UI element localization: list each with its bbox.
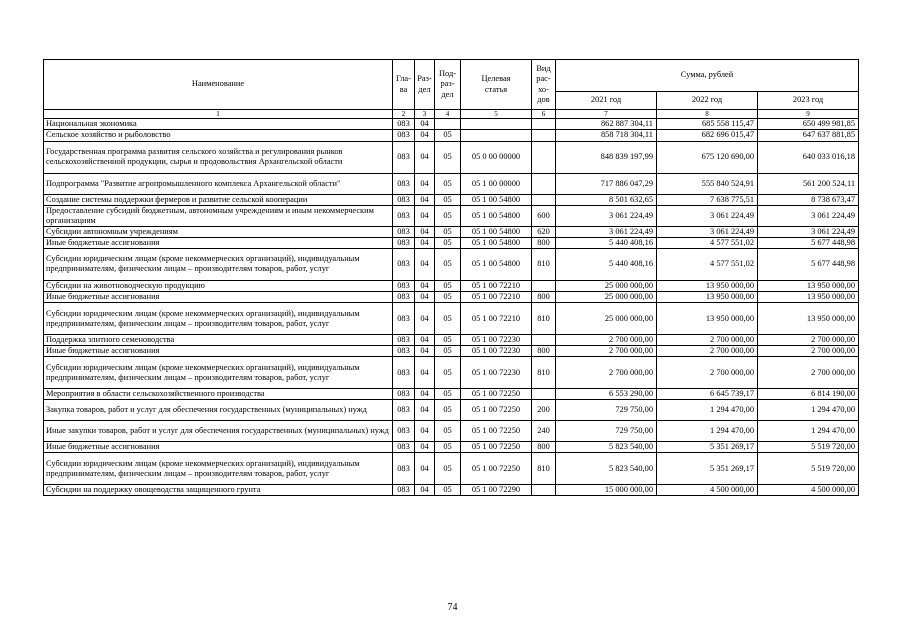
budget-sheet [43, 59, 858, 496]
col-number: 5 [461, 110, 532, 119]
row-podrazdel: 05 [435, 421, 461, 442]
row-sum-2021: 8 501 632,65 [556, 194, 657, 205]
row-name: Субсидии юридическим лицам (кроме некоммерческих организаций), индивидуальным предпринимателям, физическим лицам – производителям товаров, работ, услуг [44, 453, 393, 485]
row-sum-2021: 2 700 000,00 [556, 357, 657, 389]
row-vid-rashodov: 620 [532, 226, 556, 237]
row-sum-2023: 6 814 190,00 [758, 389, 859, 400]
row-sum-2022: 2 700 000,00 [657, 335, 758, 346]
row-razdel: 04 [415, 194, 435, 205]
row-celevaya-statya: 05 1 00 54800 [461, 205, 532, 226]
row-podrazdel: 05 [435, 485, 461, 496]
row-sum-2023: 2 700 000,00 [758, 346, 859, 357]
row-vid-rashodov [532, 485, 556, 496]
row-celevaya-statya: 05 1 00 72250 [461, 453, 532, 485]
row-name: Поддержка элитного семеноводства [44, 335, 393, 346]
row-name: Сельское хозяйство и рыболовство [44, 130, 393, 141]
row-glava: 083 [393, 400, 415, 421]
row-razdel: 04 [415, 389, 435, 400]
row-razdel: 04 [415, 141, 435, 173]
row-sum-2023: 2 700 000,00 [758, 335, 859, 346]
row-celevaya-statya: 05 0 00 00000 [461, 141, 532, 173]
budget-table [43, 59, 859, 496]
row-sum-2023: 5 519 720,00 [758, 453, 859, 485]
col-number: 7 [556, 110, 657, 119]
row-razdel: 04 [415, 442, 435, 453]
row-name: Иные бюджетные ассигнования [44, 292, 393, 303]
row-podrazdel: 05 [435, 205, 461, 226]
row-sum-2022: 1 294 470,00 [657, 400, 758, 421]
row-vid-rashodov: 810 [532, 357, 556, 389]
col-number: 4 [435, 110, 461, 119]
row-podrazdel: 05 [435, 248, 461, 280]
row-celevaya-statya: 05 1 00 72250 [461, 421, 532, 442]
row-glava: 083 [393, 173, 415, 194]
row-razdel: 04 [415, 335, 435, 346]
row-glava: 083 [393, 280, 415, 291]
col-header-summa: Сумма, рублей [556, 60, 859, 92]
col-number: 1 [44, 110, 393, 119]
row-sum-2022: 4 500 000,00 [657, 485, 758, 496]
row-razdel: 04 [415, 237, 435, 248]
row-name: Мероприятия в области сельскохозяйственного производства [44, 389, 393, 400]
row-name: Закупка товаров, работ и услуг для обеспечения государственных (муниципальных) нужд [44, 400, 393, 421]
table-row [44, 400, 859, 421]
row-sum-2021: 25 000 000,00 [556, 303, 657, 335]
table-row [44, 173, 859, 194]
row-glava: 083 [393, 421, 415, 442]
table-row [44, 292, 859, 303]
row-sum-2021: 25 000 000,00 [556, 280, 657, 291]
row-razdel: 04 [415, 130, 435, 141]
table-row [44, 303, 859, 335]
col-header-razdel: Раз- дел [415, 60, 435, 110]
row-razdel: 04 [415, 303, 435, 335]
row-name: Субсидии юридическим лицам (кроме некоммерческих организаций), индивидуальным предпринимателям, физическим лицам – производителям товаров, работ, услуг [44, 303, 393, 335]
row-sum-2023: 1 294 470,00 [758, 400, 859, 421]
row-name: Государственная программа развития сельского хозяйства и регулирования рынков сельскохозяйственной продукции, сырья и продовольствия Архангельской области [44, 141, 393, 173]
row-razdel: 04 [415, 226, 435, 237]
row-sum-2022: 6 645 739,17 [657, 389, 758, 400]
row-razdel: 04 [415, 292, 435, 303]
row-podrazdel: 05 [435, 453, 461, 485]
row-celevaya-statya: 05 1 00 72250 [461, 389, 532, 400]
row-razdel: 04 [415, 119, 435, 130]
row-sum-2021: 848 839 197,99 [556, 141, 657, 173]
page-number: 74 [447, 602, 458, 613]
row-podrazdel: 05 [435, 357, 461, 389]
row-sum-2023: 2 700 000,00 [758, 357, 859, 389]
row-sum-2023: 13 950 000,00 [758, 280, 859, 291]
row-sum-2021: 729 750,00 [556, 400, 657, 421]
table-row [44, 130, 859, 141]
row-celevaya-statya: 05 1 00 72210 [461, 292, 532, 303]
row-name: Субсидии автономным учреждениям [44, 226, 393, 237]
row-glava: 083 [393, 357, 415, 389]
col-number: 3 [415, 110, 435, 119]
row-sum-2023: 640 033 016,18 [758, 141, 859, 173]
row-podrazdel: 05 [435, 303, 461, 335]
row-sum-2023: 3 061 224,49 [758, 226, 859, 237]
row-sum-2022: 13 950 000,00 [657, 303, 758, 335]
row-razdel: 04 [415, 248, 435, 280]
row-vid-rashodov: 810 [532, 248, 556, 280]
row-vid-rashodov [532, 130, 556, 141]
col-number: 8 [657, 110, 758, 119]
row-podrazdel [435, 119, 461, 130]
row-sum-2023: 1 294 470,00 [758, 421, 859, 442]
row-podrazdel: 05 [435, 280, 461, 291]
table-row [44, 389, 859, 400]
row-glava: 083 [393, 335, 415, 346]
row-podrazdel: 05 [435, 400, 461, 421]
row-sum-2023: 8 738 673,47 [758, 194, 859, 205]
row-name: Субсидии юридическим лицам (кроме некоммерческих организаций), индивидуальным предпринимателям, физическим лицам – производителям товаров, работ, услуг [44, 357, 393, 389]
row-vid-rashodov [532, 194, 556, 205]
table-row [44, 194, 859, 205]
row-name: Субсидии юридическим лицам (кроме некоммерческих организаций), индивидуальным предпринимателям, физическим лицам – производителям товаров, работ, услуг [44, 248, 393, 280]
table-row [44, 280, 859, 291]
row-sum-2023: 647 637 881,85 [758, 130, 859, 141]
row-vid-rashodov: 810 [532, 303, 556, 335]
row-name: Иные бюджетные ассигнования [44, 346, 393, 357]
row-vid-rashodov: 810 [532, 453, 556, 485]
col-header-name: Наименование [44, 60, 393, 110]
row-vid-rashodov [532, 335, 556, 346]
table-row [44, 226, 859, 237]
row-glava: 083 [393, 303, 415, 335]
col-header-2021: 2021 год [556, 92, 657, 110]
row-glava: 083 [393, 485, 415, 496]
row-sum-2021: 2 700 000,00 [556, 335, 657, 346]
row-vid-rashodov [532, 280, 556, 291]
table-row [44, 453, 859, 485]
table-row [44, 237, 859, 248]
row-podrazdel: 05 [435, 173, 461, 194]
column-number-row [44, 110, 859, 119]
row-sum-2021: 2 700 000,00 [556, 346, 657, 357]
row-glava: 083 [393, 205, 415, 226]
row-razdel: 04 [415, 485, 435, 496]
row-celevaya-statya: 05 1 00 72230 [461, 335, 532, 346]
row-razdel: 04 [415, 453, 435, 485]
row-sum-2022: 555 840 524,91 [657, 173, 758, 194]
row-celevaya-statya: 05 1 00 72210 [461, 303, 532, 335]
row-sum-2023: 5 677 448,98 [758, 237, 859, 248]
row-podrazdel: 05 [435, 335, 461, 346]
row-name: Иные бюджетные ассигнования [44, 237, 393, 248]
table-row [44, 205, 859, 226]
row-sum-2022: 4 577 551,02 [657, 248, 758, 280]
row-sum-2023: 3 061 224,49 [758, 205, 859, 226]
row-sum-2021: 25 000 000,00 [556, 292, 657, 303]
header-row-1 [44, 60, 859, 92]
row-glava: 083 [393, 226, 415, 237]
row-sum-2023: 5 519 720,00 [758, 442, 859, 453]
row-name: Подпрограмма "Развитие агропромышленного комплекса Архангельской области" [44, 173, 393, 194]
row-celevaya-statya: 05 1 00 72250 [461, 442, 532, 453]
row-sum-2023: 650 499 981,85 [758, 119, 859, 130]
table-row [44, 346, 859, 357]
row-sum-2021: 729 750,00 [556, 421, 657, 442]
row-sum-2021: 5 823 540,00 [556, 442, 657, 453]
row-sum-2022: 675 120 690,00 [657, 141, 758, 173]
row-name: Национальная экономика [44, 119, 393, 130]
row-sum-2022: 3 061 224,49 [657, 226, 758, 237]
row-celevaya-statya: 05 1 00 72230 [461, 357, 532, 389]
budget-rows [44, 119, 859, 496]
row-glava: 083 [393, 453, 415, 485]
row-celevaya-statya: 05 1 00 54800 [461, 226, 532, 237]
row-glava: 083 [393, 119, 415, 130]
row-podrazdel: 05 [435, 346, 461, 357]
row-sum-2022: 685 558 115,47 [657, 119, 758, 130]
row-name: Субсидии на животноводческую продукцию [44, 280, 393, 291]
row-celevaya-statya: 05 1 00 72230 [461, 346, 532, 357]
row-glava: 083 [393, 346, 415, 357]
row-celevaya-statya [461, 119, 532, 130]
row-sum-2021: 858 718 304,11 [556, 130, 657, 141]
row-vid-rashodov: 200 [532, 400, 556, 421]
row-razdel: 04 [415, 421, 435, 442]
row-sum-2021: 6 553 290,00 [556, 389, 657, 400]
row-celevaya-statya: 05 1 00 72290 [461, 485, 532, 496]
row-sum-2022: 1 294 470,00 [657, 421, 758, 442]
row-sum-2022: 5 351 269,17 [657, 453, 758, 485]
row-razdel: 04 [415, 400, 435, 421]
row-sum-2023: 13 950 000,00 [758, 292, 859, 303]
row-vid-rashodov: 800 [532, 346, 556, 357]
row-razdel: 04 [415, 173, 435, 194]
row-sum-2022: 13 950 000,00 [657, 292, 758, 303]
row-name: Создание системы поддержки фермеров и развитие сельской кооперации [44, 194, 393, 205]
col-header-glava: Гла- ва [393, 60, 415, 110]
col-header-vid: Вид рас- хо- дов [532, 60, 556, 110]
row-podrazdel: 05 [435, 141, 461, 173]
row-sum-2022: 5 351 269,17 [657, 442, 758, 453]
row-vid-rashodov [532, 119, 556, 130]
row-vid-rashodov: 800 [532, 442, 556, 453]
row-sum-2022: 2 700 000,00 [657, 357, 758, 389]
row-celevaya-statya: 05 1 00 00000 [461, 173, 532, 194]
row-glava: 083 [393, 292, 415, 303]
row-glava: 083 [393, 194, 415, 205]
col-number: 2 [393, 110, 415, 119]
row-sum-2022: 13 950 000,00 [657, 280, 758, 291]
col-header-2022: 2022 год [657, 92, 758, 110]
row-glava: 083 [393, 141, 415, 173]
row-razdel: 04 [415, 280, 435, 291]
row-glava: 083 [393, 130, 415, 141]
row-sum-2022: 7 638 775,51 [657, 194, 758, 205]
row-podrazdel: 05 [435, 226, 461, 237]
row-sum-2021: 5 440 408,16 [556, 248, 657, 280]
row-podrazdel: 05 [435, 130, 461, 141]
col-number: 9 [758, 110, 859, 119]
row-sum-2023: 561 200 524,11 [758, 173, 859, 194]
col-number: 6 [532, 110, 556, 119]
row-vid-rashodov: 800 [532, 292, 556, 303]
row-sum-2023: 5 677 448,98 [758, 248, 859, 280]
row-vid-rashodov [532, 389, 556, 400]
row-vid-rashodov: 800 [532, 237, 556, 248]
table-row [44, 357, 859, 389]
row-sum-2021: 3 061 224,49 [556, 205, 657, 226]
row-name: Субсидии на поддержку овощеводства защищенного грунта [44, 485, 393, 496]
row-glava: 083 [393, 442, 415, 453]
table-row [44, 485, 859, 496]
row-podrazdel: 05 [435, 194, 461, 205]
row-name: Предоставление субсидий бюджетным, автономным учреждениям и иным некоммерческим организациям [44, 205, 393, 226]
row-sum-2022: 682 696 015,47 [657, 130, 758, 141]
row-razdel: 04 [415, 357, 435, 389]
row-vid-rashodov [532, 173, 556, 194]
row-sum-2021: 5 440 408,16 [556, 237, 657, 248]
row-sum-2022: 4 577 551,02 [657, 237, 758, 248]
table-row [44, 248, 859, 280]
row-celevaya-statya: 05 1 00 72250 [461, 400, 532, 421]
row-podrazdel: 05 [435, 442, 461, 453]
row-glava: 083 [393, 389, 415, 400]
row-podrazdel: 05 [435, 389, 461, 400]
row-celevaya-statya: 05 1 00 72210 [461, 280, 532, 291]
row-celevaya-statya: 05 1 00 54800 [461, 237, 532, 248]
table-row [44, 421, 859, 442]
row-razdel: 04 [415, 346, 435, 357]
row-podrazdel: 05 [435, 237, 461, 248]
row-sum-2022: 3 061 224,49 [657, 205, 758, 226]
row-name: Иные закупки товаров, работ и услуг для обеспечения государственных (муниципальных) нужд [44, 421, 393, 442]
col-header-podrazdel: Под- раз- дел [435, 60, 461, 110]
row-vid-rashodov: 240 [532, 421, 556, 442]
row-sum-2021: 717 886 047,29 [556, 173, 657, 194]
row-sum-2021: 15 000 000,00 [556, 485, 657, 496]
row-podrazdel: 05 [435, 292, 461, 303]
row-glava: 083 [393, 237, 415, 248]
table-row [44, 442, 859, 453]
table-row [44, 335, 859, 346]
row-celevaya-statya: 05 1 00 54800 [461, 194, 532, 205]
row-vid-rashodov: 600 [532, 205, 556, 226]
row-sum-2021: 862 887 304,11 [556, 119, 657, 130]
row-sum-2023: 4 500 000,00 [758, 485, 859, 496]
row-celevaya-statya: 05 1 00 54800 [461, 248, 532, 280]
row-glava: 083 [393, 248, 415, 280]
row-celevaya-statya [461, 130, 532, 141]
row-sum-2022: 2 700 000,00 [657, 346, 758, 357]
table-row [44, 119, 859, 130]
row-vid-rashodov [532, 141, 556, 173]
col-header-2023: 2023 год [758, 92, 859, 110]
row-name: Иные бюджетные ассигнования [44, 442, 393, 453]
col-header-celevaya: Целевая статья [461, 60, 532, 110]
row-sum-2021: 3 061 224,49 [556, 226, 657, 237]
table-row [44, 141, 859, 173]
row-sum-2023: 13 950 000,00 [758, 303, 859, 335]
row-sum-2021: 5 823 540,00 [556, 453, 657, 485]
row-razdel: 04 [415, 205, 435, 226]
